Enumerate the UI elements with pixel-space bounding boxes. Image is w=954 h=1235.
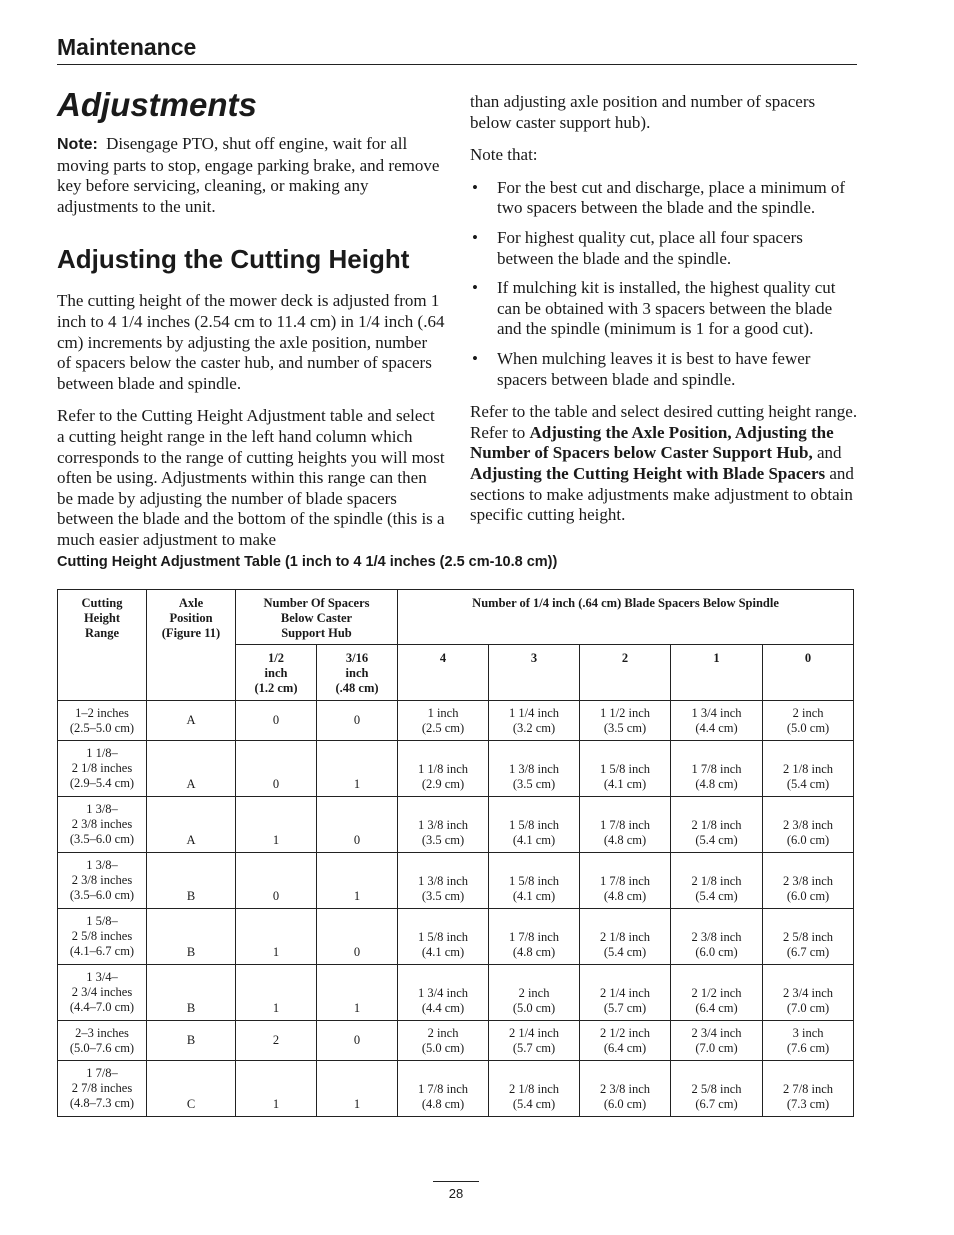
cell-half-inch-spacers: 1 [236, 797, 317, 853]
cell-range: 1 7/8– 2 7/8 inches (4.8–7.3 cm) [58, 1061, 147, 1117]
table-row [58, 1021, 854, 1061]
section-header: Maintenance [57, 34, 197, 60]
cell-cutting-height: 2 1/8 inch (5.4 cm) [671, 853, 763, 909]
cell-cutting-height: 3 inch (7.6 cm) [763, 1021, 854, 1061]
cell-half-inch-spacers: 0 [236, 853, 317, 909]
cell-half-inch-spacers: 1 [236, 909, 317, 965]
cell-cutting-height: 1 5/8 inch (4.1 cm) [489, 797, 580, 853]
cell-axle: B [147, 965, 236, 1021]
cell-range: 1 3/8– 2 3/8 inches (3.5–6.0 cm) [58, 853, 147, 909]
cell-axle: B [147, 909, 236, 965]
cell-axle: A [147, 797, 236, 853]
header-three-sixteenths-inch: 3/16 inch (.48 cm) [317, 645, 398, 701]
list-item-text: When mulching leaves it is best to have fewer spacers between blade and spindle. [497, 348, 811, 389]
cell-axle: A [147, 701, 236, 741]
list-item-text: For the best cut and discharge, place a minimum of two spacers between the blade and the spindle. [497, 177, 846, 218]
cell-cutting-height: 2 1/2 inch (6.4 cm) [580, 1021, 671, 1061]
cell-cutting-height: 1 1/2 inch (3.5 cm) [580, 701, 671, 741]
cell-cutting-height: 1 7/8 inch (4.8 cm) [398, 1061, 489, 1117]
cell-range: 1 3/4– 2 3/4 inches (4.4–7.0 cm) [58, 965, 147, 1021]
cell-range: 1 5/8– 2 5/8 inches (4.1–6.7 cm) [58, 909, 147, 965]
cell-cutting-height: 1 5/8 inch (4.1 cm) [580, 741, 671, 797]
cell-cutting-height: 2 inch (5.0 cm) [763, 701, 854, 741]
paragraph-refer-sections [470, 402, 860, 526]
list-item [470, 178, 860, 219]
refer-bold-1: Adjusting the Axle Position, Adjusting the Number of Spacers below Caster Support Hub, [470, 422, 834, 463]
table-row [58, 797, 854, 853]
cell-cutting-height: 1 7/8 inch (4.8 cm) [489, 909, 580, 965]
cell-axle: B [147, 1021, 236, 1061]
refer-bold-2: Adjusting the Cutting Height with Blade Spacers [470, 463, 826, 483]
cell-cutting-height: 2 inch (5.0 cm) [489, 965, 580, 1021]
cell-cutting-height: 1 5/8 inch (4.1 cm) [489, 853, 580, 909]
cell-cutting-height: 2 1/8 inch (5.4 cm) [489, 1061, 580, 1117]
cell-cutting-height: 2 inch (5.0 cm) [398, 1021, 489, 1061]
cell-half-inch-spacers: 2 [236, 1021, 317, 1061]
cell-cutting-height: 1 3/8 inch (3.5 cm) [489, 741, 580, 797]
cell-cutting-height: 2 1/8 inch (5.4 cm) [580, 909, 671, 965]
table-caption: Cutting Height Adjustment Table (1 inch to 4 1/4 inches (2.5 cm-10.8 cm)) [57, 554, 558, 570]
cell-cutting-height: 1 5/8 inch (4.1 cm) [398, 909, 489, 965]
bullet-icon: • [472, 348, 478, 368]
bullet-icon: • [472, 177, 478, 197]
table-row [58, 1061, 854, 1117]
cutting-height-table [57, 589, 854, 1117]
list-item-text: If mulching kit is installed, the highest quality cut can be obtained with 3 spacers between the blade and the spindle (minimum is 1 for a good cut). [497, 278, 836, 339]
cell-cutting-height: 2 5/8 inch (6.7 cm) [763, 909, 854, 965]
cell-three-sixteenths-spacers: 0 [317, 797, 398, 853]
paragraph-intro: The cutting height of the mower deck is adjusted from 1 inch to 4 1/4 inches (2.54 cm to 11.4 cm) in 1/4 inch (.64 cm) increments by adjusting the axle position, number of spacers below the caster hub, and number of spacers between blade and spindle. [57, 291, 445, 393]
bullet-icon: • [472, 227, 478, 247]
cell-axle: C [147, 1061, 236, 1117]
table-row [58, 909, 854, 965]
cell-cutting-height: 1 3/8 inch (3.5 cm) [398, 797, 489, 853]
cell-cutting-height: 1 3/4 inch (4.4 cm) [398, 965, 489, 1021]
header-blade-spacers: Number of 1/4 inch (.64 cm) Blade Spacers Below Spindle [398, 590, 854, 645]
list-item-text: For highest quality cut, place all four spacers between the blade and the spindle. [497, 227, 803, 268]
page-title: Adjustments [57, 86, 257, 123]
cell-cutting-height: 1 7/8 inch (4.8 cm) [580, 853, 671, 909]
cell-cutting-height: 2 1/4 inch (5.7 cm) [489, 1021, 580, 1061]
cell-half-inch-spacers: 0 [236, 701, 317, 741]
cell-three-sixteenths-spacers: 1 [317, 853, 398, 909]
bullet-list [470, 178, 860, 390]
cell-cutting-height: 2 1/8 inch (5.4 cm) [671, 797, 763, 853]
paragraph-refer-table: Refer to the Cutting Height Adjustment table and select a cutting height range in the left hand column which corresponds to the range of cutting heights you will most often be using. Adjustments within this range can then be made by adjusting the number of blade spacers between the blade and the bottom of the spindle (this is a much easier adjustment to make [57, 406, 445, 549]
header-half-inch: 1/2 inch (1.2 cm) [236, 645, 317, 701]
refer-text-2: and [812, 443, 842, 463]
refer-text-1: Refer to the table and select desired cutting height range. Refer to [470, 402, 858, 442]
table-row [58, 965, 854, 1021]
cell-three-sixteenths-spacers: 1 [317, 965, 398, 1021]
cell-cutting-height: 1 inch (2.5 cm) [398, 701, 489, 741]
left-column [57, 134, 445, 563]
paragraph-continuation: than adjusting axle position and number of spacers below caster support hub). [470, 92, 816, 132]
cell-axle: B [147, 853, 236, 909]
cell-cutting-height: 2 5/8 inch (6.7 cm) [671, 1061, 763, 1117]
note-label: Note: [57, 136, 98, 153]
cell-half-inch-spacers: 0 [236, 741, 317, 797]
header-blade-count: 1 [671, 645, 763, 701]
list-item [470, 278, 860, 340]
header-axle-position: Axle Position (Figure 11) [147, 590, 236, 701]
cell-half-inch-spacers: 1 [236, 1061, 317, 1117]
header-blade-count: 3 [489, 645, 580, 701]
list-item [470, 228, 860, 269]
cell-axle: A [147, 741, 236, 797]
cell-range: 1 1/8– 2 1/8 inches (2.9–5.4 cm) [58, 741, 147, 797]
cell-cutting-height: 2 1/4 inch (5.7 cm) [580, 965, 671, 1021]
cell-half-inch-spacers: 1 [236, 965, 317, 1021]
cell-cutting-height: 2 7/8 inch (7.3 cm) [763, 1061, 854, 1117]
cell-range: 1 3/8– 2 3/8 inches (3.5–6.0 cm) [58, 797, 147, 853]
page-number: 28 [448, 1186, 464, 1201]
header-cutting-height-range: Cutting Height Range [58, 590, 147, 701]
table-row [58, 701, 854, 741]
cell-cutting-height: 1 7/8 inch (4.8 cm) [671, 741, 763, 797]
cell-cutting-height: 2 3/4 inch (7.0 cm) [763, 965, 854, 1021]
cell-cutting-height: 1 7/8 inch (4.8 cm) [580, 797, 671, 853]
cell-cutting-height: 2 3/8 inch (6.0 cm) [671, 909, 763, 965]
cell-cutting-height: 1 3/4 inch (4.4 cm) [671, 701, 763, 741]
table-row [58, 853, 854, 909]
cell-range: 2–3 inches (5.0–7.6 cm) [58, 1021, 147, 1061]
header-blade-count: 2 [580, 645, 671, 701]
bullet-icon: • [472, 278, 478, 298]
cell-three-sixteenths-spacers: 0 [317, 701, 398, 741]
cell-cutting-height: 2 1/8 inch (5.4 cm) [763, 741, 854, 797]
cell-cutting-height: 2 3/8 inch (6.0 cm) [580, 1061, 671, 1117]
subheading-cutting-height: Adjusting the Cutting Height [57, 244, 410, 275]
right-column [470, 92, 860, 538]
cell-cutting-height: 2 3/4 inch (7.0 cm) [671, 1021, 763, 1061]
cell-three-sixteenths-spacers: 0 [317, 1021, 398, 1061]
cell-three-sixteenths-spacers: 1 [317, 1061, 398, 1117]
list-item [470, 349, 860, 390]
cell-three-sixteenths-spacers: 1 [317, 741, 398, 797]
header-blade-count: 4 [398, 645, 489, 701]
cell-cutting-height: 2 3/8 inch (6.0 cm) [763, 853, 854, 909]
header-blade-count: 0 [763, 645, 854, 701]
cell-cutting-height: 1 1/4 inch (3.2 cm) [489, 701, 580, 741]
cell-three-sixteenths-spacers: 0 [317, 909, 398, 965]
cell-range: 1–2 inches (2.5–5.0 cm) [58, 701, 147, 741]
header-spacers-below-caster: Number Of Spacers Below Caster Support Hub [236, 590, 398, 645]
footer-rule [433, 1181, 479, 1182]
cell-cutting-height: 2 3/8 inch (6.0 cm) [763, 797, 854, 853]
cell-cutting-height: 1 3/8 inch (3.5 cm) [398, 853, 489, 909]
table-row [58, 741, 854, 797]
note-that: Note that: [470, 145, 538, 165]
cell-cutting-height: 1 1/8 inch (2.9 cm) [398, 741, 489, 797]
note-text: Disengage PTO, shut off engine, wait for all moving parts to stop, engage parking brake, and remove key before servicing, cleaning, or making any adjustments to the unit. [57, 134, 440, 216]
refer-text-3: and sections to make adjustments make adjustment to obtain specific cutting height. [470, 463, 854, 525]
cell-cutting-height: 2 1/2 inch (6.4 cm) [671, 965, 763, 1021]
note-paragraph [57, 134, 445, 217]
table-body [58, 701, 854, 1117]
header-rule [57, 64, 857, 65]
